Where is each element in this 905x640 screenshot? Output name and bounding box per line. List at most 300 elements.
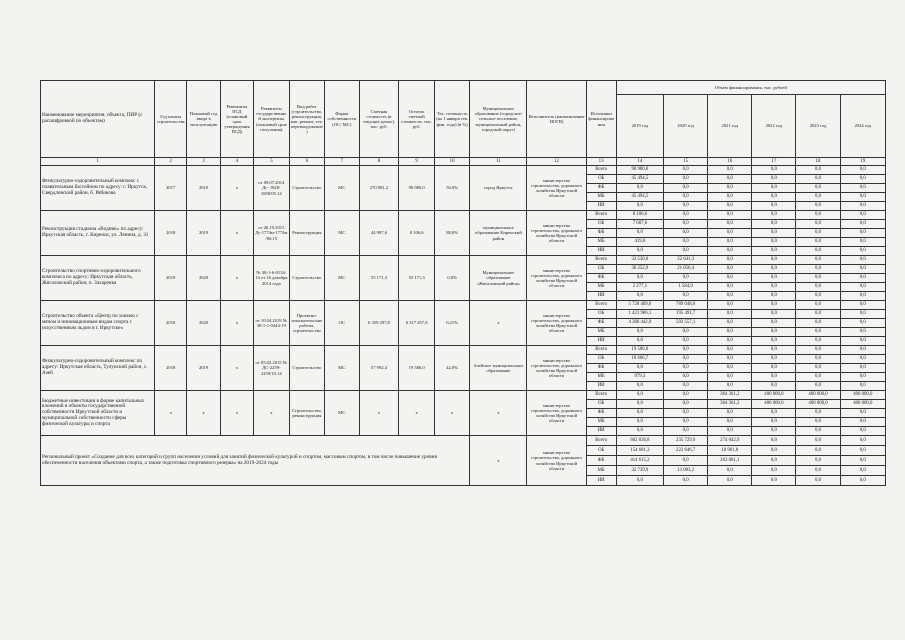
funding-value: 0,0	[664, 476, 708, 486]
funding-value: 0,0	[708, 220, 752, 229]
funding-source: ОБ	[586, 175, 616, 184]
funding-value: 0,0	[796, 328, 840, 337]
funding-value: 0,0	[708, 310, 752, 319]
funding-value: 0,0	[840, 193, 885, 202]
funding-value: 0,0	[840, 229, 885, 238]
funding-value: 0,0	[840, 211, 885, 220]
funding-value: 0,0	[664, 346, 708, 355]
funding-source: МБ	[586, 418, 616, 427]
row-name: Физкультурно-оздоровительный комплекс по адресу: Иркутская область, Тулунский район, с. Азей	[41, 346, 155, 391]
funding-source: ИИ	[586, 202, 616, 211]
funding-value: 0,0	[840, 310, 885, 319]
funding-value: 400 000,0	[796, 391, 840, 400]
column-number: 17	[752, 158, 796, 166]
funding-value: 8 106,6	[616, 211, 663, 220]
funding-value: 0,0	[752, 256, 796, 265]
row-ownership: ОС	[325, 301, 359, 346]
funding-source: МБ	[586, 373, 616, 382]
funding-value: 7 687,6	[616, 220, 663, 229]
row-start-year: х	[155, 391, 187, 436]
funding-value: 0,0	[840, 301, 885, 310]
funding-value: 0,0	[664, 238, 708, 247]
funding-value: 0,0	[752, 265, 796, 274]
funding-value: 0,0	[664, 400, 708, 409]
funding-value: 0,0	[708, 466, 752, 476]
funding-value: 0,0	[708, 175, 752, 184]
funding-value: 0,0	[616, 202, 663, 211]
funding-value: 0,0	[840, 337, 885, 346]
funding-value: 0,0	[616, 382, 663, 391]
funding-value: 263 081,1	[708, 456, 752, 466]
funding-value: 0,0	[616, 274, 663, 283]
funding-value: 45 494,5	[616, 193, 663, 202]
funding-value: 0,0	[752, 476, 796, 486]
funding-value: 0,0	[752, 456, 796, 466]
row-remainder: 8 106,6	[399, 211, 435, 256]
funding-value: 0,0	[752, 364, 796, 373]
row-expertise: № 38-1-6-0134-14 от 16 декабря 2014 года	[254, 256, 290, 301]
funding-value: 0,0	[840, 247, 885, 256]
row-ownership: МС	[325, 256, 359, 301]
row-start-year: 2017	[155, 166, 187, 211]
row-estimate: х	[359, 391, 399, 436]
funding-value: 0,0	[664, 373, 708, 382]
header-year: 2023 год	[796, 95, 840, 158]
row-work-type: Строительство	[289, 346, 325, 391]
funding-source: ИИ	[586, 337, 616, 346]
funding-value: 0,0	[708, 328, 752, 337]
funding-value: 22 641,3	[664, 256, 708, 265]
funding-value: 364 361,2	[708, 400, 752, 409]
funding-value: 0,0	[840, 166, 885, 175]
funding-value: 0,0	[616, 391, 663, 400]
funding-value: 154 681,3	[616, 446, 663, 456]
funding-source: МБ	[586, 238, 616, 247]
row-expertise: от 09.07.2014 Дг- 1828-1858/05.14	[254, 166, 290, 211]
funding-value: 0,0	[840, 466, 885, 476]
funding-value: 602 036,8	[616, 436, 663, 446]
header-funding: Объем финансирования, тыс. рублей	[616, 81, 885, 95]
row-name: Физкультурно-оздоровительный комплекс с плавательным бассейном по адресу: г. Иркутск, Свердловский район, б. Рябикова	[41, 166, 155, 211]
funding-value: 0,0	[752, 446, 796, 456]
table-row	[41, 211, 886, 220]
column-number: 11	[470, 158, 527, 166]
funding-value: 0,0	[664, 229, 708, 238]
funding-value: 0,0	[664, 220, 708, 229]
header-estimate: Сметная стоимость (в текущих ценах), тыс. руб.	[359, 81, 399, 158]
funding-value: 0,0	[708, 247, 752, 256]
funding-value: 414 615,2	[616, 456, 663, 466]
funding-value: 0,0	[616, 292, 663, 301]
funding-value: 0,0	[664, 292, 708, 301]
funding-source: МБ	[586, 466, 616, 476]
funding-value: 0,0	[752, 466, 796, 476]
funding-source: ИИ	[586, 247, 616, 256]
header-year: 2019 год	[616, 95, 663, 158]
funding-value: 0,0	[840, 283, 885, 292]
funding-value: 0,0	[840, 238, 885, 247]
column-number: 8	[359, 158, 399, 166]
funding-value: 0,0	[796, 373, 840, 382]
funding-source: ФБ	[586, 229, 616, 238]
funding-value: 400 000,0	[840, 391, 885, 400]
row-municipality: х	[470, 301, 527, 346]
column-number: 15	[664, 158, 708, 166]
row-pir: х	[220, 256, 253, 301]
header-executor: Исполнитель (наименование ИОГВ)	[527, 81, 586, 158]
funding-value: 1 421 966,1	[616, 310, 663, 319]
row-start-year: 2018	[155, 346, 187, 391]
funding-value: 0,0	[616, 364, 663, 373]
funding-value: 0,0	[840, 256, 885, 265]
funding-value: 0,0	[616, 476, 663, 486]
funding-source: ОБ	[586, 355, 616, 364]
funding-value: 0,0	[708, 211, 752, 220]
funding-value: 0,0	[796, 436, 840, 446]
funding-value: 0,0	[796, 202, 840, 211]
funding-value: 789 048,8	[664, 301, 708, 310]
funding-source: ОБ	[586, 310, 616, 319]
row-expertise: от 26.10.2015 Дг-1774м-1774м/06.15	[254, 211, 290, 256]
funding-value: 0,0	[664, 184, 708, 193]
funding-value: 0,0	[840, 328, 885, 337]
funding-value: 0,0	[752, 166, 796, 175]
row-plan-year: 2019	[187, 346, 220, 391]
funding-value: 0,0	[708, 283, 752, 292]
funding-value: 235 729,9	[664, 436, 708, 446]
funding-value: 400 000,0	[796, 400, 840, 409]
funding-value: 0,0	[840, 184, 885, 193]
funding-source: ФБ	[586, 184, 616, 193]
row-expertise: от 10.04.2019 № 38-1-1-0444-19	[254, 301, 290, 346]
funding-value: 0,0	[752, 229, 796, 238]
row-estimate: 55 171,3	[359, 256, 399, 301]
funding-value: 0,0	[616, 427, 663, 436]
row-start-year: 2019	[155, 256, 187, 301]
funding-source: Всего	[586, 346, 616, 355]
project-name: Региональный проект «Создание для всех категорий и групп населения условий для занятий физической культурой и спортом, массовым спортом, в том числе повышение уровня обеспеченности населения объектами спорта, а также подготовка спортивного резерва» на 2019-2024 годы	[41, 436, 470, 486]
funding-value: 0,0	[840, 175, 885, 184]
funding-source: ФБ	[586, 364, 616, 373]
funding-value: 10 961,8	[708, 446, 752, 456]
column-number: 16	[708, 158, 752, 166]
funding-value: 0,0	[840, 355, 885, 364]
funding-value: 0,0	[664, 391, 708, 400]
funding-source: МБ	[586, 283, 616, 292]
funding-value: 0,0	[796, 427, 840, 436]
funding-value: 0,0	[664, 382, 708, 391]
funding-value: 0,0	[664, 328, 708, 337]
header-sources: Источники финансирования	[586, 81, 616, 158]
funding-value: 0,0	[664, 418, 708, 427]
funding-value: 0,0	[752, 418, 796, 427]
funding-value: 5 728 409,0	[616, 301, 663, 310]
funding-value: 0,0	[796, 355, 840, 364]
funding-value: 0,0	[616, 328, 663, 337]
funding-value: 0,0	[840, 456, 885, 466]
row-plan-year: 2020	[187, 301, 220, 346]
funding-source: ФБ	[586, 456, 616, 466]
funding-table-sheet	[40, 80, 886, 486]
funding-value: 0,0	[752, 382, 796, 391]
column-number: 10	[434, 158, 470, 166]
funding-value: 0,0	[664, 193, 708, 202]
funding-value: 0,0	[752, 346, 796, 355]
header-pir: Реквизиты ПСД (плановый срок утверждения ПСД)	[220, 81, 253, 158]
row-work-type: Строительство, реконструкция	[289, 391, 325, 436]
funding-source: ОБ	[586, 220, 616, 229]
funding-value: 0,0	[840, 274, 885, 283]
row-municipality: х	[470, 391, 527, 436]
funding-value: 0,0	[796, 166, 840, 175]
row-executor: министерство строительства, дорожного хозяйства Иркутской области	[527, 346, 586, 391]
table-row	[41, 346, 886, 355]
row-pir: х	[220, 211, 253, 256]
funding-value: 0,0	[796, 292, 840, 301]
funding-value: 222 646,7	[664, 446, 708, 456]
table-row	[41, 391, 886, 400]
row-work-type: Строительство	[289, 166, 325, 211]
funding-value: 18 606,7	[616, 355, 663, 364]
funding-value: 0,0	[796, 301, 840, 310]
funding-value: 0,0	[752, 184, 796, 193]
funding-value: 0,0	[840, 265, 885, 274]
funding-value: 0,0	[840, 418, 885, 427]
funding-source: МБ	[586, 193, 616, 202]
column-number: 3	[187, 158, 220, 166]
header-year: 2020 год	[664, 95, 708, 158]
row-remainder: 90 980,0	[399, 166, 435, 211]
column-number: 5	[254, 158, 290, 166]
row-pir: х	[220, 166, 253, 211]
funding-value: 0,0	[664, 166, 708, 175]
funding-value: 0,0	[664, 409, 708, 418]
funding-value: 0,0	[708, 346, 752, 355]
funding-source: ФБ	[586, 319, 616, 328]
funding-value: 0,0	[664, 175, 708, 184]
funding-value: 593 557,1	[664, 319, 708, 328]
row-ownership: МС	[325, 391, 359, 436]
funding-value: 0,0	[616, 400, 663, 409]
funding-source: ИИ	[586, 476, 616, 486]
row-ownership: МС	[325, 346, 359, 391]
row-remainder: х	[399, 391, 435, 436]
funding-value: 0,0	[840, 427, 885, 436]
row-readiness: 0,21%	[434, 301, 470, 346]
funding-value: 32 739,9	[616, 466, 663, 476]
funding-value: 0,0	[708, 193, 752, 202]
funding-value: 0,0	[664, 427, 708, 436]
column-number: 18	[796, 158, 840, 166]
column-number: 2	[155, 158, 187, 166]
funding-value: 0,0	[752, 319, 796, 328]
funding-value: 0,0	[616, 229, 663, 238]
funding-value: 195 491,7	[664, 310, 708, 319]
row-ownership: МС	[325, 211, 359, 256]
header-year: 2021 год	[708, 95, 752, 158]
funding-value: 0,0	[796, 256, 840, 265]
funding-value: 0,0	[796, 238, 840, 247]
funding-value: 0,0	[708, 202, 752, 211]
funding-value: 0,0	[752, 247, 796, 256]
funding-value: 1 584,9	[664, 283, 708, 292]
funding-value: 32 530,0	[616, 256, 663, 265]
funding-value: 0,0	[752, 283, 796, 292]
funding-value: 0,0	[752, 193, 796, 202]
funding-value: 0,0	[616, 337, 663, 346]
row-expertise: х	[254, 391, 290, 436]
funding-value: 0,0	[708, 256, 752, 265]
funding-value: 400 000,0	[752, 391, 796, 400]
funding-value: 400 000,0	[752, 400, 796, 409]
funding-value: 0,0	[796, 211, 840, 220]
funding-value: 0,0	[708, 355, 752, 364]
funding-value: 0,0	[708, 238, 752, 247]
table-row	[41, 436, 886, 446]
funding-value: 0,0	[796, 446, 840, 456]
funding-source: Всего	[586, 166, 616, 175]
funding-value: 0,0	[752, 274, 796, 283]
header-municipality: Муниципальное образование (городское/сельское поселение, муниципальный район, городской округ)	[470, 81, 527, 158]
header-ownership: Форма собственности (ОС/ МС)	[325, 81, 359, 158]
row-expertise: от 05.02.2015 № ДС-2259-2259/10.14	[254, 346, 290, 391]
funding-value: 0,0	[752, 211, 796, 220]
funding-value: 0,0	[796, 193, 840, 202]
header-readiness: Тех. готовность (на 1 января тек. фин. года) (в %)	[434, 81, 470, 158]
funding-source: ОБ	[586, 446, 616, 456]
funding-value: 13 083,2	[664, 466, 708, 476]
funding-value: 0,0	[708, 418, 752, 427]
funding-value: 0,0	[796, 456, 840, 466]
funding-value: 0,0	[796, 337, 840, 346]
funding-value: 0,0	[752, 409, 796, 418]
row-readiness: 88,0%	[434, 211, 470, 256]
funding-value: 0,0	[616, 247, 663, 256]
funding-value: 0,0	[796, 382, 840, 391]
funding-value: 0,0	[708, 409, 752, 418]
funding-value: 0,0	[616, 418, 663, 427]
funding-value: 0,0	[616, 184, 663, 193]
header-start: Год начала строительства	[155, 81, 187, 158]
funding-value: 0,0	[708, 364, 752, 373]
table-row	[41, 256, 886, 265]
funding-value: 0,0	[840, 409, 885, 418]
row-executor: министерство строительства, дорожного хозяйства Иркутской области	[527, 166, 586, 211]
funding-value: 0,0	[796, 466, 840, 476]
funding-source: ИИ	[586, 427, 616, 436]
funding-value: 0,0	[840, 476, 885, 486]
row-ownership: МС	[325, 166, 359, 211]
funding-value: 0,0	[708, 166, 752, 175]
funding-value: 0,0	[796, 364, 840, 373]
row-work-type: Реконструкция	[289, 211, 325, 256]
table-row	[41, 301, 886, 310]
funding-value: 400 000,0	[840, 400, 885, 409]
funding-value: 0,0	[796, 184, 840, 193]
row-executor: министерство строительства, дорожного хозяйства Иркутской области	[527, 391, 586, 436]
funding-value: 0,0	[840, 292, 885, 301]
funding-value: 0,0	[752, 328, 796, 337]
row-executor: министерство строительства, дорожного хозяйства Иркутской области	[527, 211, 586, 256]
table-row	[41, 166, 886, 175]
row-municipality: муниципальное образование Киренский район	[470, 211, 527, 256]
row-work-type: Строительство	[289, 256, 325, 301]
funding-value: 0,0	[796, 229, 840, 238]
funding-value: 0,0	[796, 319, 840, 328]
row-name: Строительство спортивно-оздоровительного комплекса по адресу: Иркутская область, Жигаловский район, п. Захаренка	[41, 256, 155, 301]
funding-value: 0,0	[708, 292, 752, 301]
funding-value: 0,0	[664, 337, 708, 346]
project-executor: министерство строительства, дорожного хозяйства Иркутской области	[527, 436, 586, 486]
header-work: Вид работ (строительство, реконструкция, кап. ремонт, тех. перевооружение)	[289, 81, 325, 158]
row-remainder: 6 317 457,8	[399, 301, 435, 346]
funding-table	[40, 80, 886, 486]
funding-value: 0,0	[796, 265, 840, 274]
funding-source: Всего	[586, 301, 616, 310]
header-year: 2024 год	[840, 95, 885, 158]
row-plan-year: 2020	[187, 256, 220, 301]
funding-value: 0,0	[708, 427, 752, 436]
column-number: 6	[289, 158, 325, 166]
project-municipality: х	[470, 436, 527, 486]
header-expertise: Реквизиты государственной экспертизы (плановый срок получения)	[254, 81, 290, 158]
funding-source: ОБ	[586, 265, 616, 274]
funding-value: 0,0	[796, 247, 840, 256]
row-pir: х	[220, 301, 253, 346]
funding-source: МБ	[586, 328, 616, 337]
header-remainder: Остаток сметной стоимости, тыс. руб.	[399, 81, 435, 158]
column-number: 1	[41, 158, 155, 166]
funding-value: 0,0	[708, 373, 752, 382]
column-number: 14	[616, 158, 663, 166]
funding-value: 0,0	[752, 202, 796, 211]
row-start-year: 2018	[155, 301, 187, 346]
funding-value: 0,0	[840, 346, 885, 355]
funding-value: 0,0	[708, 319, 752, 328]
funding-value: 0,0	[708, 476, 752, 486]
funding-source: ИИ	[586, 292, 616, 301]
funding-value: 0,0	[752, 220, 796, 229]
funding-value: 0,0	[752, 238, 796, 247]
funding-value: 30 252,9	[616, 265, 663, 274]
row-pir: х	[220, 391, 253, 436]
funding-value: 0,0	[752, 373, 796, 382]
funding-value: 0,0	[708, 274, 752, 283]
row-name: Реконструкция стадиона «Водник» по адресу: Иркутская область, г. Киренск, ул. Ленина, д. 31	[41, 211, 155, 256]
funding-value: 0,0	[752, 436, 796, 446]
column-number: 13	[586, 158, 616, 166]
funding-value: 0,0	[664, 274, 708, 283]
row-name: Бюджетные инвестиции в форме капитальных вложений в объекты государственной собственности Иркутской области и муниципальной собственности сферы физической культуры и спорта	[41, 391, 155, 436]
funding-value: 0,0	[752, 175, 796, 184]
row-municipality: город Иркутск	[470, 166, 527, 211]
funding-value: 0,0	[708, 229, 752, 238]
funding-source: ИИ	[586, 382, 616, 391]
funding-value: 4 306 442,9	[616, 319, 663, 328]
column-number: 12	[527, 158, 586, 166]
funding-value: 0,0	[796, 283, 840, 292]
funding-source: Всего	[586, 211, 616, 220]
funding-value: 0,0	[840, 364, 885, 373]
funding-value: 0,0	[796, 409, 840, 418]
header-year: 2022 год	[752, 95, 796, 158]
row-estimate: 270 981,2	[359, 166, 399, 211]
funding-value: 0,0	[752, 310, 796, 319]
funding-value: 0,0	[664, 364, 708, 373]
funding-value: 0,0	[752, 292, 796, 301]
funding-value: 0,0	[796, 418, 840, 427]
row-municipality: Азейское муниципальное образование	[470, 346, 527, 391]
